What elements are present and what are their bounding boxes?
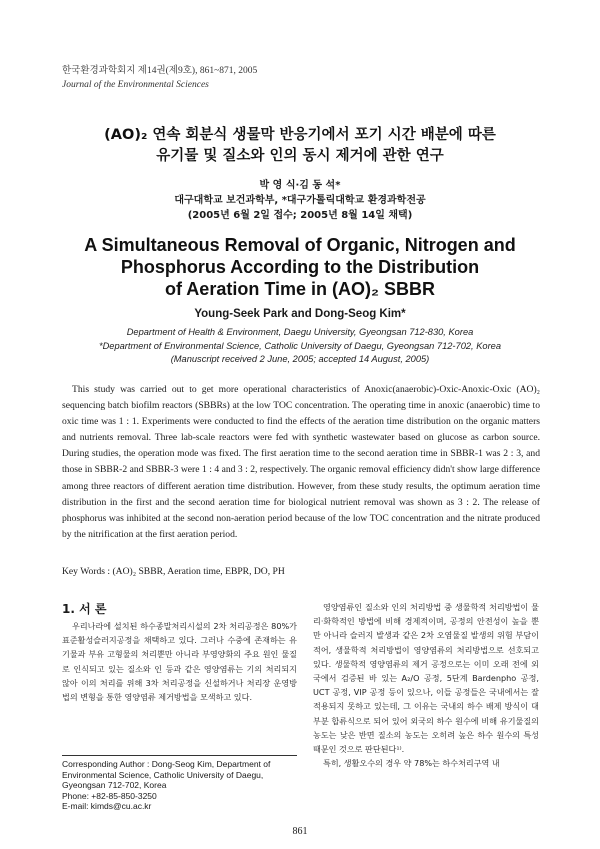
journal-citation-ko: 한국환경과학회지 제14권(제9호), 861~871, 2005: [62, 66, 258, 76]
corresponding-author-footnote: [62, 755, 297, 812]
footnote-phone: Phone: +82-85-850-3250: [62, 790, 157, 801]
section-heading-introduction: 1. 서 론: [62, 602, 107, 616]
english-title-line-3: of Aeration Time in (AO)₂ SBBR: [164, 279, 435, 299]
right-column: [313, 600, 539, 770]
english-title-line-2: Phosphorus According to the Distribution: [120, 257, 480, 277]
footnote-email: E-mail: kimds@cu.ac.kr: [62, 801, 152, 811]
page-number: 861: [292, 826, 308, 837]
english-authors: Young-Seek Park and Dong-Seog Kim*: [194, 308, 406, 320]
korean-dates: (2005년 6월 2일 접수; 2005년 8월 14일 채택): [187, 210, 413, 221]
english-title-line-1: A Simultaneous Removal of Organic, Nitrogen and: [84, 235, 516, 255]
korean-title: [0, 125, 600, 167]
manuscript-dates: (Manuscript received 2 June, 2005; accepted 14 August, 2005): [170, 354, 430, 364]
english-affiliations: [0, 326, 600, 367]
left-column: [62, 600, 297, 704]
abstract: This study was carried out to get more operational characteristics of Anoxic(anaerobic)-Oxic-Anoxic-Oxic (AO)₂ sequencing batch biofilm reactors (SBBRs) at the low TOC concentration. The operating time in anoxic (anaerobic) time to oxic time was 1 : 1. Experiments were conducted to find the effects of the aeration time distribution on the organic matters and nutrients removal. Three lab-scale reactors were fed with synthetic wastewater based on glucose as carbon source. During studies, the operation mode was fixed. The first aeration time to the second aeration time in SBBR-1 was 2 : 3, and those in SBBR-2 and SBBR-3 were 1 : 4 and 3 : 2, respectively. The organic removal efficiency didn't show large difference among three reactors of different aeration time distribution. However, from these study results, the optimum aeration time distribution in the first and the second aeration time for biological nutrient removal was shown as 3 : 2. The release of phosphorus was inhibited at the second non-aeration period because of the low TOC concentration and the nitrate produced by the nitrification at the first aeration period.: [62, 384, 540, 540]
intro-paragraph-right-2: 특히, 생활오수의 경우 약 78%는 하수처리구역 내: [323, 758, 500, 769]
intro-paragraph-right-1: 영양염류인 질소와 인의 처리방법 중 생물학적 처리방법이 물리·화학적인 방법에 비해 경제적이며, 공정의 안전성이 높을 뿐만 아니라 슬러지 발생과 같은 2차 오염물질 발생의 위험 부담이 적어, 생물학적 처리방법이 영양염류의 처리방법으로 선호되고 있다. 생물학적 영양염류의 제거 공정으로는 이미 오래 전에 외국에서 검증된 바 있는 A₂/O 공정, 5단계 Bardenpho 공정, UCT 공정, VIP 공정 등이 있으나, 이들 공정들은 국내에서는 잘 적용되지 못하고 있는데, 그 이유는 국내의 하수 배제 방식이 대부분 합류식으로 되어 있어 외국의 하수 원수에 비해 유기물질의 농도는 낮은 반면 질소의 농도는 오히려 높은 하수 원수의 특성 때문인 것으로 판단된다¹⁾.: [313, 602, 539, 755]
korean-authors-block: [0, 178, 600, 223]
journal-name-en: Journal of the Environmental Sciences: [62, 80, 209, 90]
korean-affiliation: 대구대학교 보건과학부, *대구가톨릭대학교 환경과학전공: [174, 195, 426, 206]
journal-header: [62, 64, 257, 92]
affiliation-line-2: *Department of Environmental Science, Catholic University of Daegu, Gyeongsan 712-702, Korea: [98, 340, 502, 351]
korean-author-names: 박 영 식·김 동 석*: [259, 180, 341, 191]
affiliation-line-1: Department of Health & Environment, Daegu University, Gyeongsan 712-830, Korea: [126, 327, 474, 337]
keywords: Key Words : (AO)₂ SBBR, Aeration time, EBPR, DO, PH: [62, 566, 285, 577]
english-title: [0, 234, 600, 300]
footnote-author: Corresponding Author : Dong-Seog Kim, Department of Environmental Science, Catholic University of Daegu, Gyeongsan 712-702, Korea: [62, 759, 271, 790]
intro-paragraph-left: 우리나라에 설치된 하수종말처리시설의 2차 처리공정은 80%가 표준활성슬러지공정을 채택하고 있다. 그러나 수중에 존재하는 유기물과 부유 고형물의 처리뿐만 아니라 부영양화의 주요 원인 물질로 인식되고 있는 질소와 인 등과 같은 영양염류는 기의 처리되지 않아 이의 처리를 위해 3차 처리공정을 신설하거나 처리장 운영방법의 변형을 통한 영양염류 제거방법을 모색하고 있다.: [62, 621, 297, 703]
korean-title-line-2: 유기물 및 질소와 인의 동시 제거에 관한 연구: [156, 148, 444, 164]
korean-title-line-1: (AO)₂ 연속 회분식 생물막 반응기에서 포기 시간 배분에 따른: [104, 127, 496, 143]
